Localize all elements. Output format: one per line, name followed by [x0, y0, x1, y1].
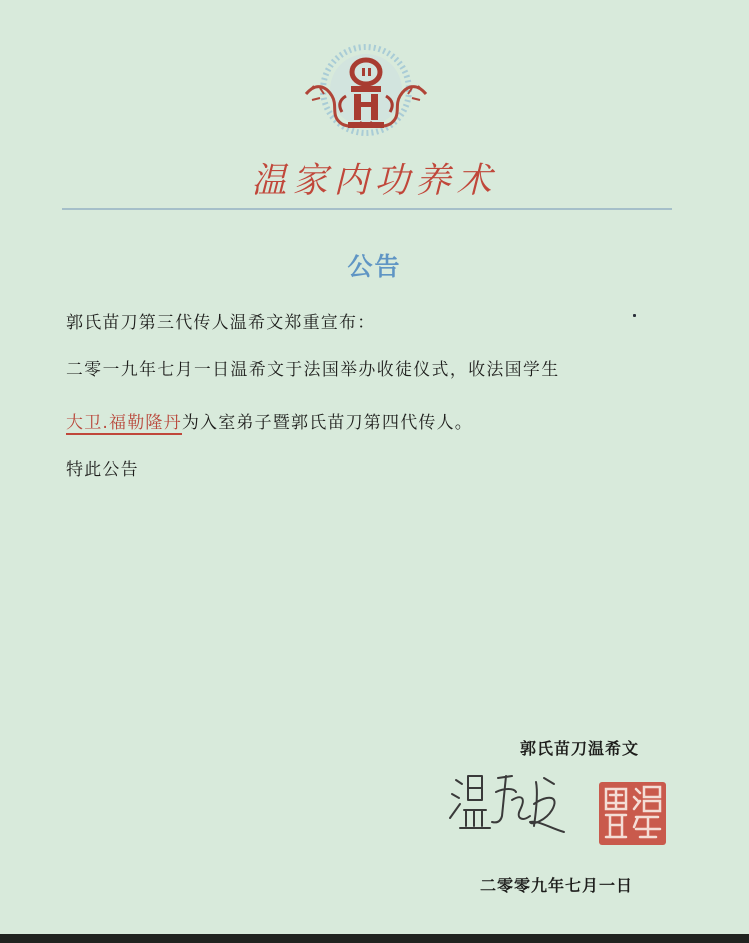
emblem-logo	[302, 42, 430, 142]
handwritten-signature	[448, 770, 583, 842]
notice-line-3	[66, 408, 473, 433]
signature-date: 二零零九年七月一日	[480, 876, 634, 895]
header-title: 温家内功养术	[251, 161, 498, 201]
divider-line	[62, 208, 672, 210]
ink-speck	[633, 314, 636, 317]
red-seal-stamp	[598, 781, 667, 846]
signatory-name: 郭氏苗刀温希文	[520, 739, 640, 758]
notice-line-3-rest: 为入室弟子暨郭氏苗刀第四代传人。	[181, 413, 474, 433]
notice-line-2: 二零一九年七月一日温希文于法国举办收徒仪式，收法国学生	[66, 359, 560, 379]
bottom-edge	[0, 934, 749, 943]
notice-line-1: 郭氏苗刀第三代传人温希文郑重宣布：	[66, 313, 376, 333]
notice-closing: 特此公告	[66, 460, 139, 480]
notice-heading: 公告	[347, 252, 402, 281]
student-name: 大卫.福勒隆丹	[66, 413, 182, 433]
